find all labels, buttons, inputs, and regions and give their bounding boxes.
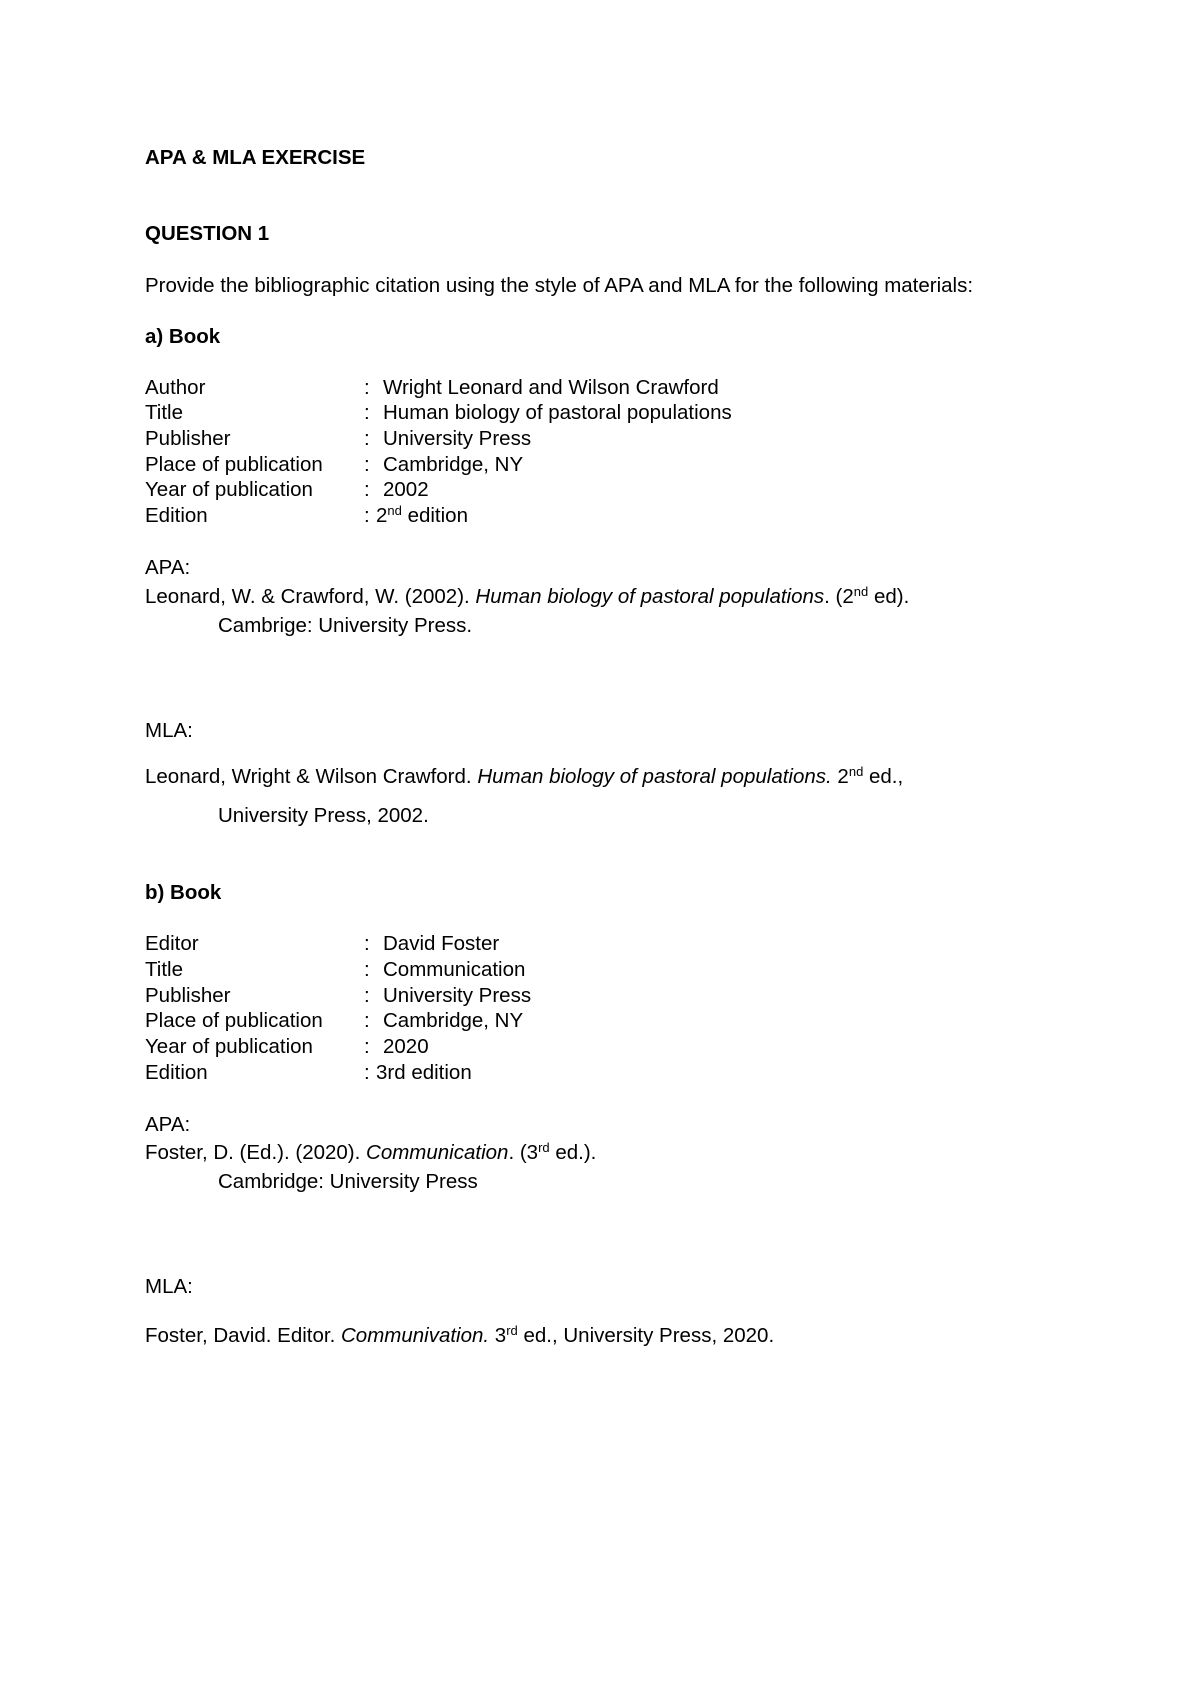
- edition-suffix: nd: [387, 503, 402, 518]
- field-label: Editor: [145, 932, 199, 955]
- field-label: Edition: [145, 1061, 208, 1084]
- field-label: Place of publication: [145, 1009, 323, 1032]
- field-colon: :: [364, 1035, 370, 1058]
- apa-label: APA:: [145, 1113, 191, 1136]
- apa-citation-line2: Cambrige: University Press.: [218, 614, 473, 637]
- document-title: APA & MLA EXERCISE: [145, 146, 366, 169]
- citation-text: ed., University Press, 2020.: [517, 1324, 775, 1347]
- field-colon: :: [364, 1009, 370, 1032]
- citation-text: . (2: [824, 585, 854, 608]
- field-value: 2002: [383, 478, 429, 501]
- citation-text: ed.,: [863, 765, 904, 788]
- citation-authors: Foster, D. (Ed.). (2020).: [145, 1141, 367, 1164]
- citation-title: Human biology of pastoral populations: [475, 585, 825, 608]
- field-label: Place of publication: [145, 453, 323, 476]
- citation-authors: Leonard, W. & Crawford, W. (2002).: [145, 585, 476, 608]
- question-heading: QUESTION 1: [145, 222, 270, 245]
- mla-citation-line2: University Press, 2002.: [218, 804, 429, 827]
- field-label: Edition: [145, 504, 208, 527]
- field-colon: :: [364, 401, 370, 424]
- mla-citation-line1: [145, 1323, 774, 1349]
- field-value: University Press: [383, 984, 532, 1007]
- field-value: Human biology of pastoral populations: [383, 401, 732, 424]
- citation-sup: rd: [506, 1323, 518, 1338]
- field-value: Cambridge, NY: [383, 1009, 524, 1032]
- citation-title: Communication: [366, 1141, 509, 1164]
- mla-label: MLA:: [145, 1275, 193, 1298]
- field-colon: :: [364, 453, 370, 476]
- instruction-text: Provide the bibliographic citation using the style of APA and MLA for the following materials:: [145, 274, 974, 297]
- field-value: University Press: [383, 427, 532, 450]
- field-colon: :: [364, 427, 370, 450]
- field-value: Wright Leonard and Wilson Crawford: [383, 376, 719, 399]
- field-label: Publisher: [145, 427, 231, 450]
- citation-text: 3: [489, 1324, 507, 1347]
- field-label: Title: [145, 401, 183, 424]
- edition-number: 2: [376, 504, 388, 527]
- citation-text: . (3: [508, 1141, 539, 1164]
- section-b-heading: b) Book: [145, 881, 222, 904]
- citation-title: Human biology of pastoral populations.: [477, 765, 832, 788]
- section-a-heading: a) Book: [145, 325, 221, 348]
- field-colon: :: [364, 932, 370, 955]
- citation-sup: nd: [848, 764, 864, 779]
- field-colon: :: [364, 376, 370, 399]
- field-colon: :: [364, 958, 370, 981]
- citation-authors: Leonard, Wright & Wilson Crawford.: [145, 765, 478, 788]
- field-label: Year of publication: [145, 1035, 313, 1058]
- field-label: Publisher: [145, 984, 231, 1007]
- apa-label: APA:: [145, 556, 191, 579]
- field-value: 2020: [383, 1035, 429, 1058]
- apa-citation-line2: Cambridge: University Press: [218, 1170, 478, 1193]
- citation-title: Communivation.: [340, 1324, 490, 1347]
- citation-text: 2: [831, 765, 849, 788]
- field-colon: :: [364, 478, 370, 501]
- citation-authors: Foster, David. Editor.: [145, 1324, 341, 1347]
- apa-citation-line1: [145, 1140, 596, 1166]
- citation-text: ed.).: [549, 1141, 597, 1164]
- field-value: Communication: [383, 958, 526, 981]
- field-label: Year of publication: [145, 478, 313, 501]
- citation-text: ed).: [868, 585, 910, 608]
- citation-sup: rd: [538, 1140, 550, 1155]
- field-value: [376, 503, 468, 529]
- apa-citation-line1: [145, 584, 909, 610]
- field-label: Title: [145, 958, 183, 981]
- field-colon: :: [364, 504, 370, 527]
- field-colon: :: [364, 1061, 370, 1084]
- field-value: 3rd edition: [376, 1061, 472, 1084]
- mla-citation-line1: [145, 764, 903, 790]
- field-label: Author: [145, 376, 206, 399]
- field-value: Cambridge, NY: [383, 453, 524, 476]
- citation-sup: nd: [853, 584, 869, 599]
- edition-word: edition: [401, 504, 468, 527]
- mla-label: MLA:: [145, 719, 193, 742]
- field-value: David Foster: [383, 932, 500, 955]
- field-colon: :: [364, 984, 370, 1007]
